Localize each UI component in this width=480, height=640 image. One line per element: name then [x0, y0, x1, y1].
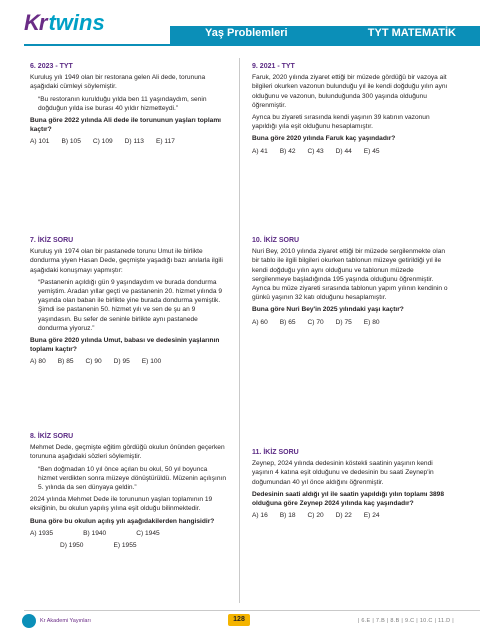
publisher-name: Kr Akademi Yayınları [40, 618, 91, 624]
subject-title: TYT MATEMATİK [367, 27, 456, 39]
logo-twins: twins [48, 10, 105, 35]
question-prompt: Dedesinin saati aldığı yıl ile saatin yapıldığı yılın toplamı 3898 olduğuna göre Zeynep 2024 yılında kaç yaşındadır? [252, 490, 445, 508]
question-prompt: Buna göre Nuri Bey'in 2025 yılındaki yaşı kaçtır? [252, 306, 404, 314]
question-source-tag: 2023 - TYT [37, 63, 73, 70]
ikiz-soru-tag: İKİZ SORU [37, 433, 74, 440]
option-b[interactable]: B) 1940 [83, 529, 107, 537]
question-text: 2024 yılında Mehmet Dede ile torununun yaşları toplamının 19 eksiğinin, bu okulun yapılış yılına eşit olduğu bilinmektedir. [30, 496, 213, 513]
option-b[interactable]: B) 18 [279, 512, 296, 520]
page-header [0, 0, 480, 44]
option-e[interactable]: E) 45 [363, 147, 380, 155]
question-prompt: Buna göre bu okulun açılış yılı aşağıdakilerden hangisidir? [30, 517, 215, 525]
option-e[interactable]: E) 24 [363, 512, 380, 520]
question-prompt: Buna göre 2022 yılında Ali dede ile torununun yaşları toplamı kaçtır? [30, 117, 222, 134]
answer-options [30, 529, 228, 550]
ikiz-soru-tag: İKİZ SORU [263, 237, 300, 244]
question-header [30, 62, 228, 71]
question-text: Nuri Bey, 2010 yılında ziyaret ettiği bir müzede sergilenmekte olan bir tablo ile ilgili bilgileri okurken tablonun müzeye getirildiği yıl ile kendi doğduğu yılın aynı olduğunu ve tablonun müzede sergilenmeye başladığında 195 yaşında olduğunu öğrenmiştir. Ayrıca bu müze ziyareti sırasında tablonun yapım yılının kendinin o günkü yaşının 32 katı olduğunu hesaplamıştır. [252, 248, 448, 302]
answer-options [252, 147, 450, 156]
option-a[interactable]: A) 101 [30, 138, 50, 146]
option-d[interactable]: D) 1950 [60, 542, 84, 550]
question-number: 7. [30, 237, 36, 244]
question-7 [30, 236, 228, 367]
question-header [252, 448, 450, 457]
question-text: Mehmet Dede, geçmişte eğitim gördüğü okulun önünden geçerken torununa aşağıdaki sözleri söylemiştir. [30, 444, 225, 461]
option-d[interactable]: D) 44 [335, 147, 352, 155]
option-c[interactable]: C) 109 [92, 138, 113, 146]
option-c[interactable]: C) 20 [307, 512, 324, 520]
option-d[interactable]: D) 113 [124, 138, 144, 146]
question-number: 6. [30, 63, 36, 70]
question-text: Faruk, 2020 yılında ziyaret ettiği bir müzede gördüğü bir vazoya ait bilgileri okurken vazonun bulunduğu yıl ile kendi doğduğu yılın aynı olduğunu ve vazonun, bulunduğunda 300 yaşında olduğunu öğrenmiştir. [252, 74, 448, 109]
question-quote: “Ben doğmadan 10 yıl önce açılan bu okul, 50 yıl boyunca hizmet verdikten sonra müzeye dönüştürüldü. Müzenin açılışının 5. yılında da sen dünyaya geldin.” [38, 465, 227, 492]
option-e[interactable]: E) 100 [141, 358, 162, 366]
question-source-tag: 2021 - TYT [259, 63, 295, 70]
option-d[interactable]: D) 75 [335, 318, 352, 326]
question-8 [30, 432, 228, 550]
brand-logo [24, 10, 105, 36]
publisher-logo-icon [22, 614, 36, 628]
question-11 [252, 448, 450, 520]
answer-options [252, 318, 450, 327]
question-text: Kuruluş yılı 1949 olan bir restorana gelen Ali dede, torununa aşağıdaki cümleyi söylemiştir. [30, 74, 206, 91]
option-b[interactable]: B) 42 [279, 147, 296, 155]
footer-divider [24, 610, 480, 611]
answer-options [252, 511, 450, 520]
question-number: 11. [252, 449, 262, 456]
question-quote: “Bu restoranın kurulduğu yılda ben 11 yaşındaydım, senin doğduğun yılda ise burası 40 yıldır hizmetteydi.” [38, 95, 207, 112]
option-d[interactable]: D) 95 [113, 358, 130, 366]
question-header [252, 236, 450, 245]
option-a[interactable]: A) 16 [252, 512, 268, 520]
option-b[interactable]: B) 65 [279, 318, 296, 326]
option-c[interactable]: C) 1945 [136, 529, 160, 537]
question-header [252, 62, 450, 71]
question-6 [30, 62, 228, 147]
option-b[interactable]: B) 105 [61, 138, 81, 146]
column-divider [239, 58, 240, 603]
page-number: 128 [228, 614, 250, 626]
question-header [30, 236, 228, 245]
question-header [30, 432, 228, 441]
option-a[interactable]: A) 1935 [30, 529, 54, 537]
option-a[interactable]: A) 41 [252, 147, 268, 155]
option-a[interactable]: A) 60 [252, 318, 268, 326]
question-number: 10. [252, 237, 262, 244]
option-c[interactable]: C) 90 [85, 358, 102, 366]
question-prompt: Buna göre 2020 yılında Faruk kaç yaşındadır? [252, 135, 396, 143]
answer-options [30, 357, 228, 366]
option-c[interactable]: C) 70 [307, 318, 324, 326]
option-d[interactable]: D) 22 [335, 512, 352, 520]
question-number: 8. [30, 433, 36, 440]
option-c[interactable]: C) 43 [307, 147, 324, 155]
option-e[interactable]: E) 1955 [113, 542, 137, 550]
question-9 [252, 62, 450, 156]
question-10 [252, 236, 450, 327]
section-title: Yaş Problemleri [205, 27, 288, 39]
question-number: 9. [252, 63, 258, 70]
option-b[interactable]: B) 85 [57, 358, 74, 366]
option-e[interactable]: E) 117 [155, 138, 175, 146]
question-text: Zeynep, 2024 yılında dedesinin köstekli saatinin yaşının kendi yaşının 4 katına eşit olduğunu ve dedesinin bu saati Zeynep'in doğumundan 40 yıl önce aldığını öğrenmiştir. [252, 460, 434, 486]
header-divider [24, 44, 480, 46]
answer-options [30, 137, 228, 146]
answer-key: | 6.E | 7.B | 8.B | 9.C | 10.C | 11.D | [357, 618, 454, 624]
question-quote: “Pastanenin açıldığı gün 9 yaşındaydım ve burada dondurma yemiştim. Aradan yıllar geçti ve pastanenin 20. hizmet yılında 9 yaşında olan baban ile birlikte yine burada dondurma yemiştik. Şimdi ise pastanenin 50. hizmet yılı ve sen de şu an 9 yaşındasın. Bu sefer de seninle birlikte aynı pastanede dondurma yiyoruz.” [38, 278, 222, 332]
question-prompt: Buna göre 2020 yılında Umut, babası ve dedesinin yaşlarının toplamı kaçtır? [30, 337, 220, 354]
logo-kr: Kr [24, 10, 47, 35]
ikiz-soru-tag: İKİZ SORU [263, 449, 299, 456]
question-text: Kuruluş yılı 1974 olan bir pastanede torunu Umut ile birlikte dondurma yiyen Hasan Dede, geçmişte yaşadığı bazı anılarla ilgili aşağıdaki konuşmayı yapmıştır: [30, 248, 223, 274]
ikiz-soru-tag: İKİZ SORU [37, 237, 74, 244]
option-a[interactable]: A) 80 [30, 358, 46, 366]
option-e[interactable]: E) 80 [363, 318, 380, 326]
question-text: Ayrıca bu ziyareti sırasında kendi yaşının 39 katının vazonun yapıldığı yıla eşit olduğunu hesaplamıştır. [252, 114, 430, 131]
